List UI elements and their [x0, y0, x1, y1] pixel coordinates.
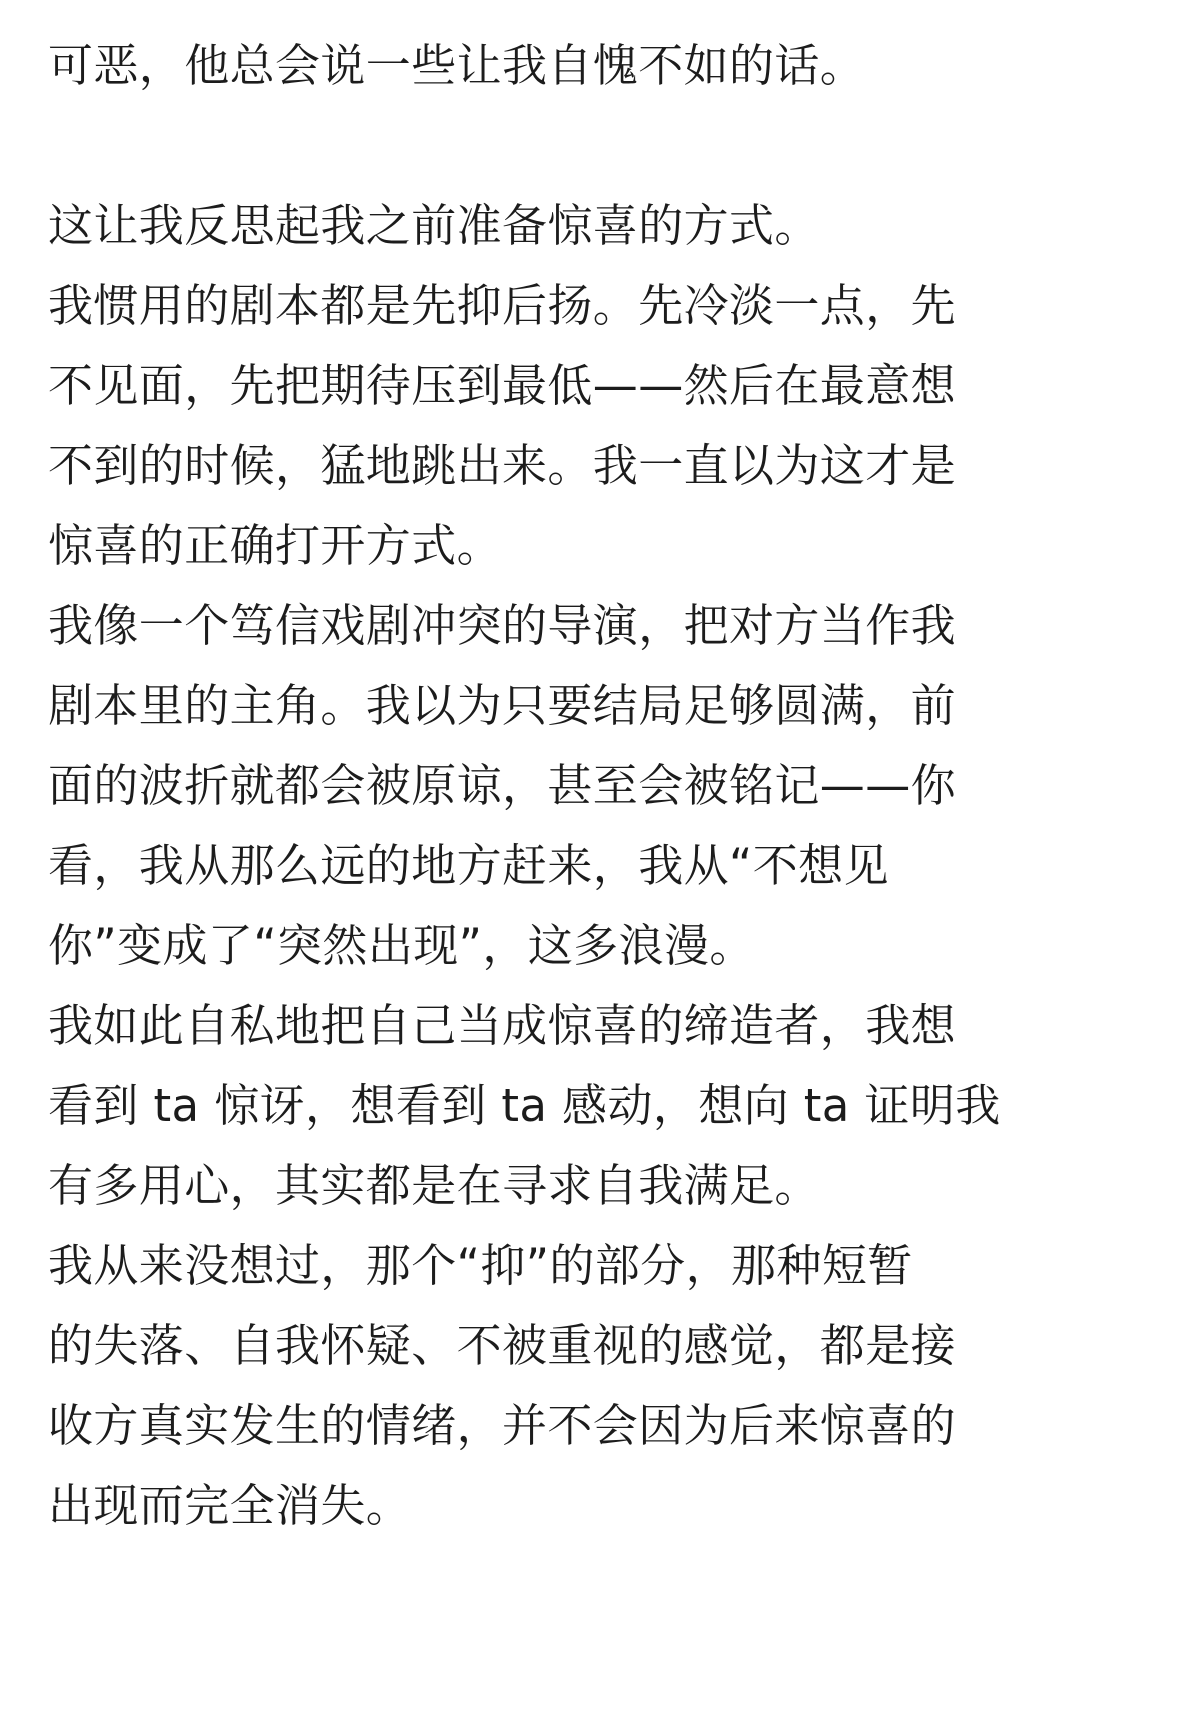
- paragraph-1: [48, 26, 1148, 106]
- text-line: 我如此自私地把自己当成惊喜的缔造者，我想: [48, 999, 957, 1052]
- text-line: 面的波折就都会被原谅，甚至会被铭记——你: [48, 759, 957, 812]
- text-line: 不见面，先把期待压到最低——然后在最意想: [48, 359, 957, 412]
- text-line: 看到 ta 惊讶，想看到 ta 感动，想向 ta 证明我: [48, 1079, 1001, 1132]
- article-body: [48, 26, 1148, 1546]
- paragraph-4: [48, 586, 1148, 986]
- text-line: 有多用心，其实都是在寻求自我满足。: [48, 1159, 820, 1212]
- paragraph-2: [48, 186, 1148, 266]
- paragraph-gap: [48, 106, 1148, 186]
- text-line: 剧本里的主角。我以为只要结局足够圆满，前: [48, 679, 957, 732]
- text-line: 我像一个笃信戏剧冲突的导演，把对方当作我: [48, 599, 957, 652]
- text-line: 这让我反思起我之前准备惊喜的方式。: [48, 199, 820, 252]
- text-line: 我从来没想过，那个“抑”的部分，那种短暂: [48, 1239, 913, 1292]
- text-line: 不到的时候，猛地跳出来。我一直以为这才是: [48, 439, 957, 492]
- paragraph-6: [48, 1226, 1148, 1546]
- paragraph-5: [48, 986, 1148, 1226]
- paragraph-3: [48, 266, 1148, 586]
- text-line: 收方真实发生的情绪，并不会因为后来惊喜的: [48, 1399, 957, 1452]
- text-line: 看，我从那么远的地方赶来，我从“不想见: [48, 839, 889, 892]
- text-line: 出现而完全消失。: [48, 1479, 412, 1532]
- text-line: 的失落、自我怀疑、不被重视的感觉，都是接: [48, 1319, 957, 1372]
- text-line: 我惯用的剧本都是先抑后扬。先冷淡一点，先: [48, 279, 957, 332]
- text-line: 你”变成了“突然出现”，这多浪漫。: [48, 919, 755, 972]
- text-line: 可恶，他总会说一些让我自愧不如的话。: [48, 39, 866, 92]
- text-line: 惊喜的正确打开方式。: [48, 519, 503, 572]
